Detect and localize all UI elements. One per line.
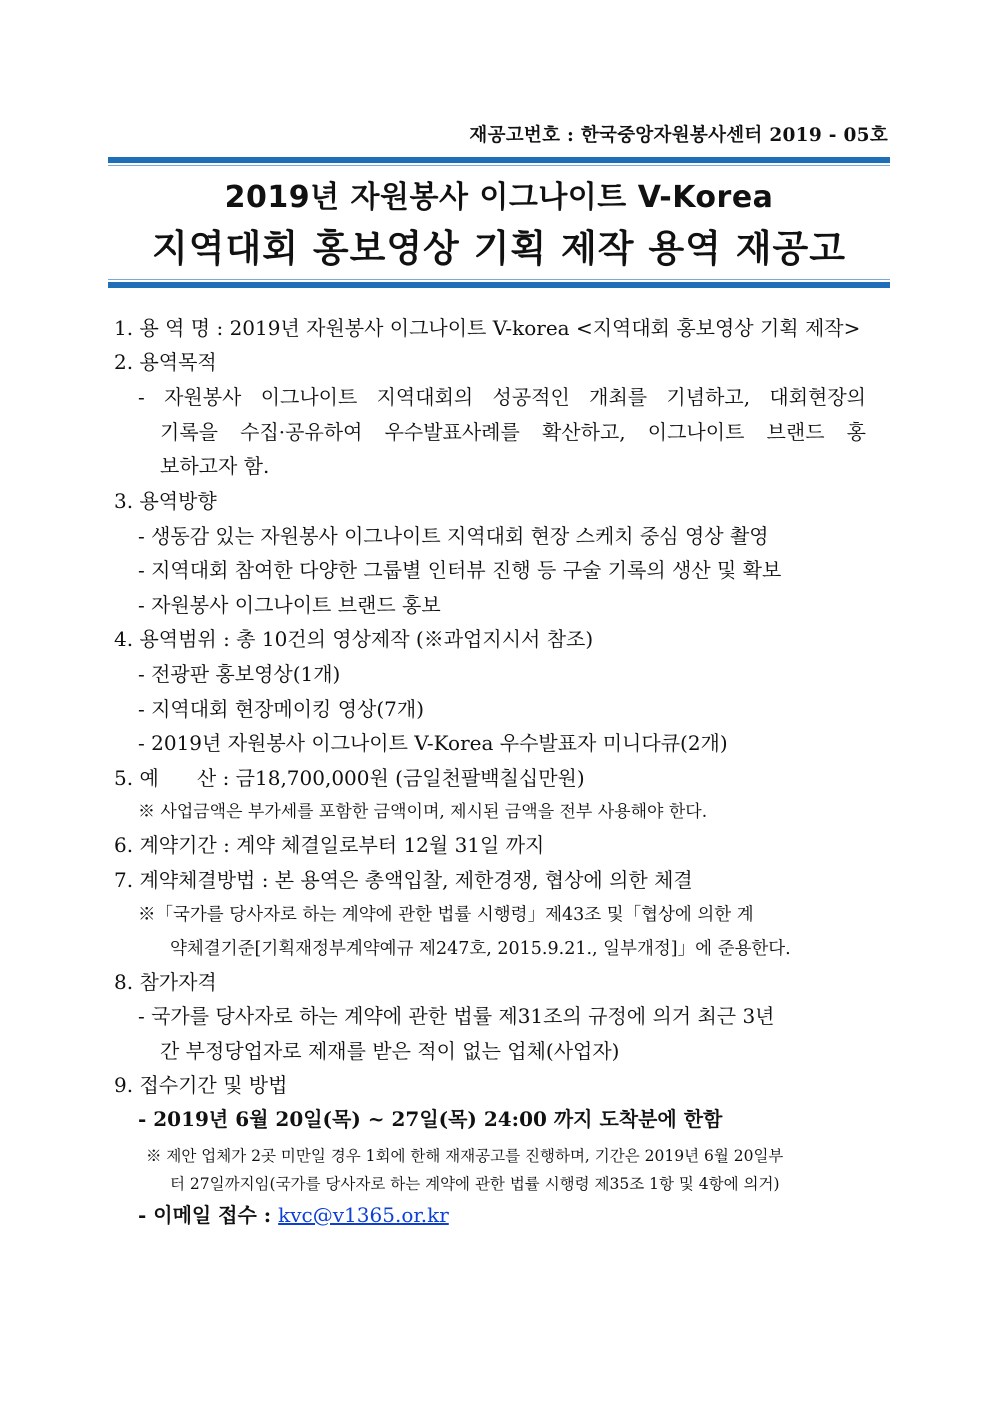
- top-rule: [108, 157, 890, 163]
- section-9-line-1: - 2019년 6월 20일(목) ~ 27일(목) 24:00 까지 도착분에 한함: [138, 1107, 723, 1131]
- section-8-line-1: - 국가를 당사자로 하는 계약에 관한 법률 제31조의 규정에 의거 최근 3년: [138, 1004, 775, 1028]
- section-9-note-1: ※ 제안 업체가 2곳 미만일 경우 1회에 한해 재재공고를 진행하며, 기간은 2019년 6월 20일부: [146, 1147, 784, 1165]
- title-line2: 지역대회 홍보영상 기획 제작 용역 재공고: [151, 227, 847, 270]
- section-4-line-2: - 지역대회 현장메이킹 영상(7개): [138, 697, 424, 721]
- section-9-note-2: 터 27일까지임(국가를 당사자로 하는 계약에 관한 법률 시행령 제35조 1항 및 4항에 의거): [170, 1175, 780, 1193]
- section-8-line-2: 간 부정당업자로 제재를 받은 적이 없는 업체(사업자): [160, 1039, 620, 1063]
- notice-number: 재공고번호 : 한국중앙자원봉사센터 2019 - 05호: [469, 125, 888, 146]
- section-8: 8. 참가자격: [114, 970, 217, 994]
- section-2: 2. 용역목적: [114, 350, 217, 374]
- bottom-thin-rule: [108, 279, 890, 280]
- section-9-email-row: [138, 1200, 449, 1230]
- section-1: 1. 용 역 명 : 2019년 자원봉사 이그나이트 V-korea <지역대회 홍보영상 기획 제작>: [114, 316, 861, 340]
- section-5-note: ※ 사업금액은 부가세를 포함한 금액이며, 제시된 금액을 전부 사용해야 한다.: [138, 802, 708, 822]
- section-4-line-1: - 전광판 홍보영상(1개): [138, 662, 341, 686]
- section-2-line-2: 기록을 수집·공유하여 우수발표사례를 확산하고, 이그나이트 브랜드 홍: [160, 420, 866, 444]
- section-2-line-1: - 자원봉사 이그나이트 지역대회의 성공적인 개최를 기념하고, 대회현장의: [138, 385, 866, 409]
- section-3-line-1: - 생동감 있는 자원봉사 이그나이트 지역대회 현장 스케치 중심 영상 촬영: [138, 524, 769, 548]
- section-3: 3. 용역방향: [114, 489, 217, 513]
- section-3-line-2: - 지역대회 참여한 다양한 그룹별 인터뷰 진행 등 구술 기록의 생산 및 확보: [138, 558, 782, 582]
- section-7: 7. 계약체결방법 : 본 용역은 총액입찰, 제한경쟁, 협상에 의한 체결: [114, 868, 693, 892]
- section-2-line-3: 보하고자 함.: [160, 454, 270, 478]
- bottom-rule: [108, 282, 890, 288]
- email-label: - 이메일 접수 :: [138, 1203, 279, 1227]
- section-9: 9. 접수기간 및 방법: [114, 1073, 288, 1097]
- section-7-note-1: ※「국가를 당사자로 하는 계약에 관한 법률 시행령」제43조 및「협상에 의한 계: [138, 905, 754, 925]
- section-7-note-2: 약체결기준[기획재정부계약예규 제247호, 2015.9.21., 일부개정]」에 준용한다.: [170, 939, 791, 959]
- section-5: 5. 예 산 : 금18,700,000원 (금일천팔백칠십만원): [114, 766, 585, 790]
- top-thin-rule: [108, 165, 890, 166]
- title-line1: 2019년 자원봉사 이그나이트 V-Korea: [224, 180, 774, 215]
- section-4-line-3: - 2019년 자원봉사 이그나이트 V-Korea 우수발표자 미니다큐(2개): [138, 731, 728, 755]
- section-4: 4. 용역범위 : 총 10건의 영상제작 (※과업지시서 참조): [114, 627, 594, 651]
- email-link[interactable]: kvc@v1365.or.kr: [278, 1203, 449, 1227]
- section-3-line-3: - 자원봉사 이그나이트 브랜드 홍보: [138, 593, 441, 617]
- section-6: 6. 계약기간 : 계약 체결일로부터 12월 31일 까지: [114, 833, 545, 857]
